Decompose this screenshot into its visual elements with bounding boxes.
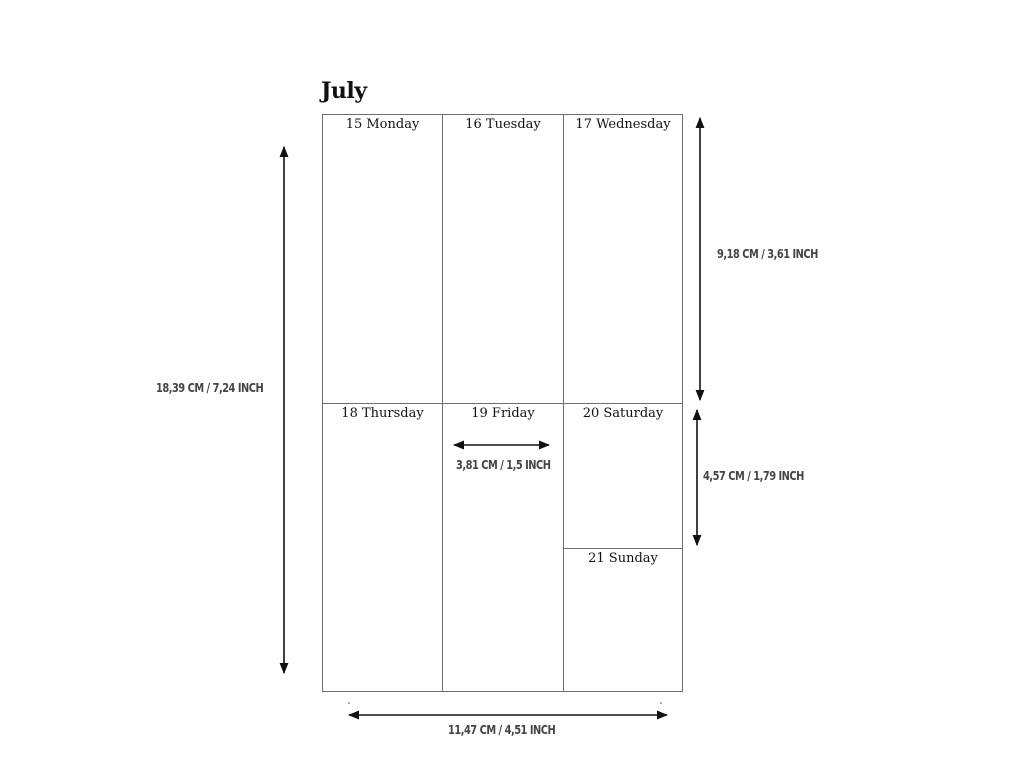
- width-start-tick: [348, 702, 350, 704]
- total-height-label: 18,39 CM / 7,24 INCH: [156, 381, 264, 395]
- day-label-sunday: 21 Sunday: [588, 551, 658, 566]
- day-label-thursday: 18 Thursday: [341, 406, 424, 421]
- day-label-saturday: 20 Saturday: [582, 406, 664, 421]
- day-label-monday: 15 Monday: [345, 117, 420, 132]
- day-label-friday: 19 Friday: [471, 406, 535, 421]
- column-width-label: 3,81 CM / 1,5 INCH: [456, 458, 551, 472]
- day-label-tuesday: 16 Tuesday: [465, 117, 541, 132]
- total-width-label: 11,47 CM / 4,51 INCH: [448, 723, 556, 737]
- weekend-cell-height-label: 4,57 CM / 1,79 INCH: [703, 469, 804, 483]
- day-label-wednesday: 17 Wednesday: [575, 117, 671, 132]
- top-row-height-label: 9,18 CM / 3,61 INCH: [717, 247, 818, 261]
- width-end-tick: [660, 702, 662, 704]
- month-title: July: [321, 78, 367, 104]
